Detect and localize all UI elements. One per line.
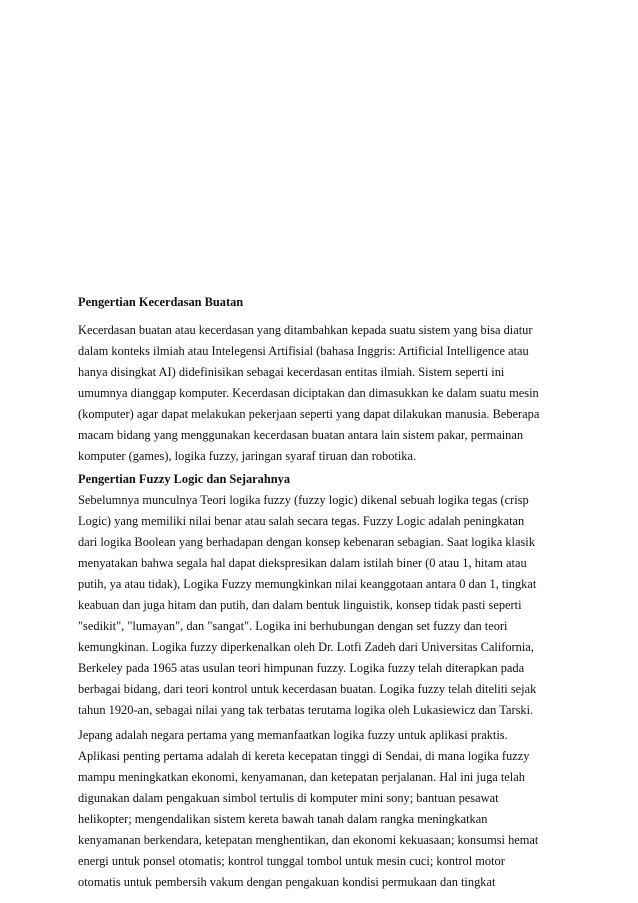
paragraph-line: berbagai bidang, dari teori kontrol untuk kecerdasan buatan. Logika fuzzy telah diteliti sejak	[78, 682, 537, 696]
paragraph-line: digunakan dalam pengakuan simbol tertulis di komputer mini sony; bantuan pesawat	[78, 791, 499, 805]
paragraph-line: Jepang adalah negara pertama yang memanfaatkan logika fuzzy untuk aplikasi praktis.	[78, 728, 508, 742]
paragraph-line: otomatis untuk pembersih vakum dengan pengakuan kondisi permukaan dan tingkat	[78, 875, 496, 889]
paragraph-line: keabuan dan juga hitam dan putih, dan dalam bentuk linguistik, konsep tidak pasti seperti	[78, 598, 522, 612]
paragraph-line: energi untuk ponsel otomatis; kontrol tunggal tombol untuk mesin cuci; kontrol motor	[78, 854, 505, 868]
paragraph-line: hanya disingkat AI) didefinisikan sebagai kecerdasan entitas ilmiah. Sistem seperti ini	[78, 365, 505, 379]
paragraph-line: "sedikit", "lumayan", dan "sangat". Logika ini berhubungan dengan set fuzzy dan teori	[78, 619, 508, 633]
section-heading-kecerdasan-buatan: Pengertian Kecerdasan Buatan	[78, 295, 244, 309]
paragraph-line: kenyamanan berkendara, ketepatan menghentikan, dan ekonomi kekuasaan; konsumsi hemat	[78, 833, 539, 847]
paragraph-line: Logic) yang memiliki nilai benar atau salah secara tegas. Fuzzy Logic adalah peningkatan	[78, 514, 525, 528]
paragraph-line: komputer (games), logika fuzzy, jaringan syaraf tiruan dan robotika.	[78, 449, 417, 463]
paragraph-line: Sebelumnya munculnya Teori logika fuzzy (fuzzy logic) dikenal sebuah logika tegas (crisp	[78, 493, 529, 507]
paragraph-line: Berkeley pada 1965 atas usulan teori himpunan fuzzy. Logika fuzzy telah diterapkan pada	[78, 661, 525, 675]
paragraph-line: helikopter; mengendalikan sistem kereta bawah tanah dalam rangka meningkatkan	[78, 812, 488, 826]
paragraph-line: dari logika Boolean yang berhadapan dengan konsep kebenaran sebagian. Saat logika klasik	[78, 535, 535, 549]
paragraph-line: tahun 1920-an, sebagai nilai yang tak terbatas terutama logika oleh Lukasiewicz dan Tarski.	[78, 703, 534, 717]
paragraph-line: menyatakan bahwa segala hal dapat diekspresikan dalam istilah biner (0 atau 1, hitam atau	[78, 556, 527, 570]
paragraph-line: Aplikasi penting pertama adalah di kereta kecepatan tinggi di Sendai, di mana logika fuzzy	[78, 749, 530, 763]
paragraph-line: putih, ya atau tidak), Logika Fuzzy memungkinkan nilai keanggotaan antara 0 dan 1, tingkat	[78, 577, 537, 591]
section-heading-fuzzy-logic: Pengertian Fuzzy Logic dan Sejarahnya	[78, 472, 291, 486]
paragraph-line: mampu meningkatkan ekonomi, kenyamanan, dan ketepatan perjalanan. Hal ini juga telah	[78, 770, 525, 784]
paragraph-line: (komputer) agar dapat melakukan pekerjaan seperti yang dapat dilakukan manusia. Beberapa	[78, 407, 540, 421]
paragraph-line: umumnya dianggap komputer. Kecerdasan diciptakan dan dimasukkan ke dalam suatu mesin	[78, 386, 539, 400]
paragraph-line: kemungkinan. Logika fuzzy diperkenalkan oleh Dr. Lotfi Zadeh dari Universitas California,	[78, 640, 534, 654]
paragraph-line: macam bidang yang menggunakan kecerdasan buatan antara lain sistem pakar, permainan	[78, 428, 524, 442]
paragraph-line: dalam konteks ilmiah atau Intelegensi Artifisial (bahasa Inggris: Artificial Intelligence atau	[78, 344, 529, 358]
paragraph-line: Kecerdasan buatan atau kecerdasan yang ditambahkan kepada suatu sistem yang bisa diatur	[78, 323, 533, 337]
